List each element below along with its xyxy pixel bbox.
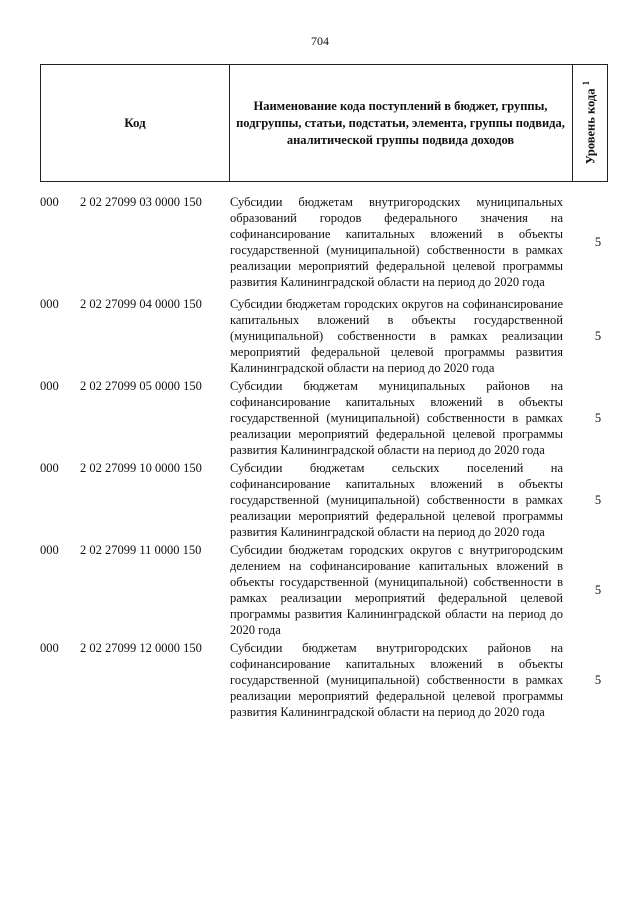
- row-name: Субсидии бюджетам внутригородских районов на софинансирование капитальных вложений в объекты государственной (муниципальной) собственности в рамках реализации мероприятий федеральной целевой программы развития Калининградской области на период до 2020 года: [230, 641, 563, 719]
- table-row: [40, 460, 608, 540]
- table-row: [40, 542, 608, 638]
- row-admin-code: 000: [40, 379, 59, 393]
- row-level: 5: [594, 493, 602, 507]
- header-name-label: Наименование кода поступлений в бюджет, группы, подгруппы, статьи, подстатьи, элемента, группы подвида, аналитической группы подвида доходов: [236, 98, 565, 147]
- row-level: 5: [594, 583, 602, 597]
- row-admin-code: 000: [40, 297, 59, 311]
- header-name-cell: [229, 65, 573, 181]
- header-level-footnote: 1: [581, 81, 592, 86]
- row-level: 5: [594, 673, 602, 687]
- header-level-label: Уровень кода: [583, 88, 598, 165]
- row-admin-code: 000: [40, 195, 59, 209]
- row-revenue-code: 2 02 27099 11 0000 150: [80, 543, 202, 557]
- header-code-label: Код: [124, 115, 146, 130]
- row-admin-code: 000: [40, 543, 59, 557]
- row-level: 5: [594, 329, 602, 343]
- table-header: [40, 64, 608, 182]
- row-name: Субсидии бюджетам внутригородских муниципальных образований городов федерального значения на софинансирование капитальных вложений в объекты государственной (муниципальной) собственности в рамках реализации мероприятий федеральной целевой программы развития Калининградской области на период до 2020 года: [230, 195, 563, 289]
- page-number: 704: [311, 34, 329, 48]
- row-name: Субсидии бюджетам муниципальных районов на софинансирование капитальных вложений в объекты государственной (муниципальной) собственности в рамках реализации мероприятий федеральной целевой программы развития Калининградской области на период до 2020 года: [230, 379, 563, 457]
- row-revenue-code: 2 02 27099 05 0000 150: [80, 379, 202, 393]
- row-admin-code: 000: [40, 461, 59, 475]
- row-admin-code: 000: [40, 641, 59, 655]
- table-row: [40, 296, 608, 376]
- row-level: 5: [594, 411, 602, 425]
- row-name: Субсидии бюджетам городских округов с внутригородским делением на софинансирование капитальных вложений в объекты государственной (муниципальной) собственности в рамках реализации мероприятий федеральной целевой программы развития Калининградской области на период до 2020 года: [230, 543, 563, 637]
- row-revenue-code: 2 02 27099 03 0000 150: [80, 195, 202, 209]
- header-level-cell: [573, 65, 607, 181]
- header-code-cell: [41, 65, 230, 181]
- header-level-rotated: [581, 81, 598, 164]
- row-level: 5: [594, 235, 602, 249]
- table-body: [40, 194, 608, 720]
- row-name: Субсидии бюджетам городских округов на софинансирование капитальных вложений в объекты государственной (муниципальной) собственности в рамках реализации мероприятий федеральной целевой программы развития Калининградской области на период до 2020 года: [230, 297, 563, 375]
- row-revenue-code: 2 02 27099 04 0000 150: [80, 297, 202, 311]
- table-row: [40, 378, 608, 458]
- row-revenue-code: 2 02 27099 10 0000 150: [80, 461, 202, 475]
- table-row: [40, 194, 608, 290]
- row-name: Субсидии бюджетам сельских поселений на софинансирование капитальных вложений в объекты государственной (муниципальной) собственности в рамках реализации мероприятий федеральной целевой программы развития Калининградской области на период до 2020 года: [230, 461, 563, 539]
- row-revenue-code: 2 02 27099 12 0000 150: [80, 641, 202, 655]
- table-row: [40, 640, 608, 720]
